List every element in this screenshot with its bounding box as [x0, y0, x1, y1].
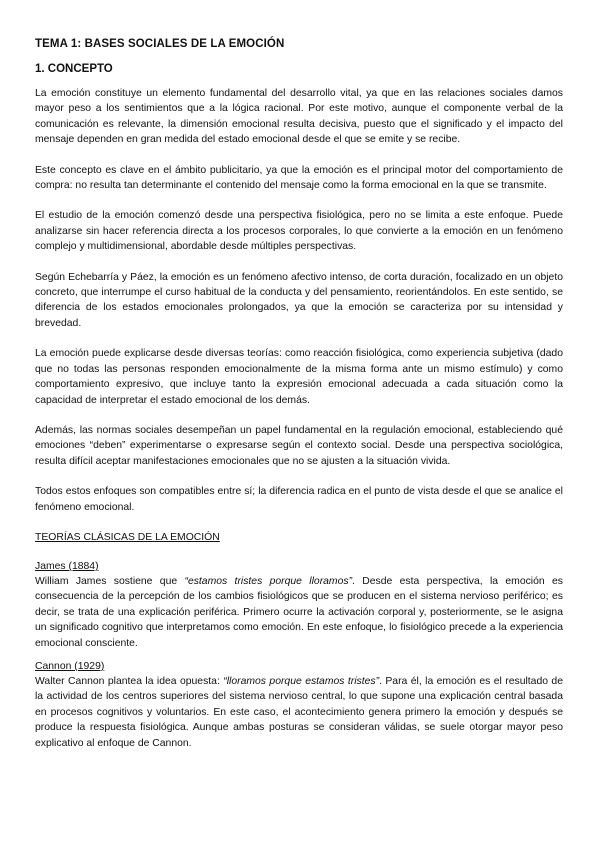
- theory-text: [35, 674, 563, 751]
- paragraph-4: Según Echebarría y Páez, la emoción es un fenómeno afectivo intenso, de corta duración, focalizado en un objeto concreto, que interrumpe el curso habitual de la conducta y del pensamiento, reorientándolos. En este sentido, se diferencia de los estados emocionales prolongados, ya que la emoción se caracteriza por su intensidad y brevedad.: [35, 271, 563, 329]
- paragraph-6: Además, las normas sociales desempeñan un papel fundamental en la regulación emocional, estableciendo qué emociones “deben” experimentarse o expresarse según el contexto social. Desde una perspectiva sociológica, resulta difícil aceptar manifestaciones emocionales que no se ajusten a la situación vivida.: [35, 424, 563, 467]
- theory-cannon: [35, 659, 563, 751]
- paragraph-3: El estudio de la emoción comenzó desde una perspectiva fisiológica, pero no se limita a este enfoque. Puede analizarse sin hacer referencia directa a los procesos corporales, lo que convierte a la emoción en un fenómeno complejo y multidimensional, abordable desde múltiples perspectivas.: [35, 210, 563, 253]
- document-page: [35, 38, 563, 759]
- theory-quote: “estamos tristes porque lloramos”: [184, 575, 353, 587]
- paragraph-5: La emoción puede explicarse desde diversas teorías: como reacción fisiológica, como experiencia subjetiva (dado que no todas las personas responden emocionalmente de la misma forma ante un mismo estímulo) y como comportamiento expresivo, que incluye tanto la expresión emocional adecuada a cada situación como la capacidad de interpretar el estado emocional de los demás.: [35, 348, 563, 406]
- paragraph-7: Todos estos enfoques son compatibles entre sí; la diferencia radica en el punto de vista desde el que se analice el fenómeno emocional.: [35, 486, 563, 513]
- paragraph-1: La emoción constituye un elemento fundamental del desarrollo vital, ya que en las relaciones sociales damos mayor peso a los sentimientos que a la lógica racional. Por este motivo, aunque el componente verbal de la comunicación es relevante, la dimensión emocional resulta decisiva, puesto que el significado y el impacto del mensaje dependen en gran medida del estado emocional desde el que se emite y se recibe.: [35, 88, 563, 146]
- theory-quote: “lloramos porque estamos tristes”: [223, 675, 380, 687]
- section-heading-concepto: 1. CONCEPTO: [35, 63, 113, 75]
- theory-name: James (1884): [35, 560, 99, 572]
- theory-name: Cannon (1929): [35, 660, 105, 672]
- theory-james: [35, 559, 563, 651]
- theory-text: [35, 574, 563, 651]
- document-title: TEMA 1: BASES SOCIALES DE LA EMOCIÓN: [35, 38, 285, 50]
- theory-text-after: . Para él, la emoción es el resultado de la actividad de los centros superiores del sistema nervioso central, lo que supone una explicación central basada en procesos cognitivos y voluntarios. En este caso, el acontecimiento genera primero la emoción y después se produce la respuesta fisiológica. Aunque ambas posturas se consideran válidas, se suele otorgar mayor peso explicativo al enfoque de Cannon.: [35, 675, 563, 749]
- paragraph-2: Este concepto es clave en el ámbito publicitario, ya que la emoción es el principal motor del comportamiento de compra: no resulta tan determinante el contenido del mensaje como la forma emocional en la que se transmite.: [35, 164, 563, 192]
- theory-text-after: . Desde esta perspectiva, la emoción es consecuencia de la percepción de los cambios fisiológicos que se producen en el sistema nervioso periférico; es decir, se trata de una explicación periférica. Primero ocurre la activación corporal y, posteriormente, se le asigna un significado cognitivo que interpretamos como emoción. En este enfoque, lo fisiológico precede a la experiencia emocional consciente.: [35, 575, 563, 649]
- subsection-heading-teorias: TEORÍAS CLÁSICAS DE LA EMOCIÓN: [35, 531, 220, 543]
- theory-text-before: Walter Cannon plantea la idea opuesta:: [35, 675, 224, 687]
- theory-text-before: William James sostiene que: [35, 575, 185, 587]
